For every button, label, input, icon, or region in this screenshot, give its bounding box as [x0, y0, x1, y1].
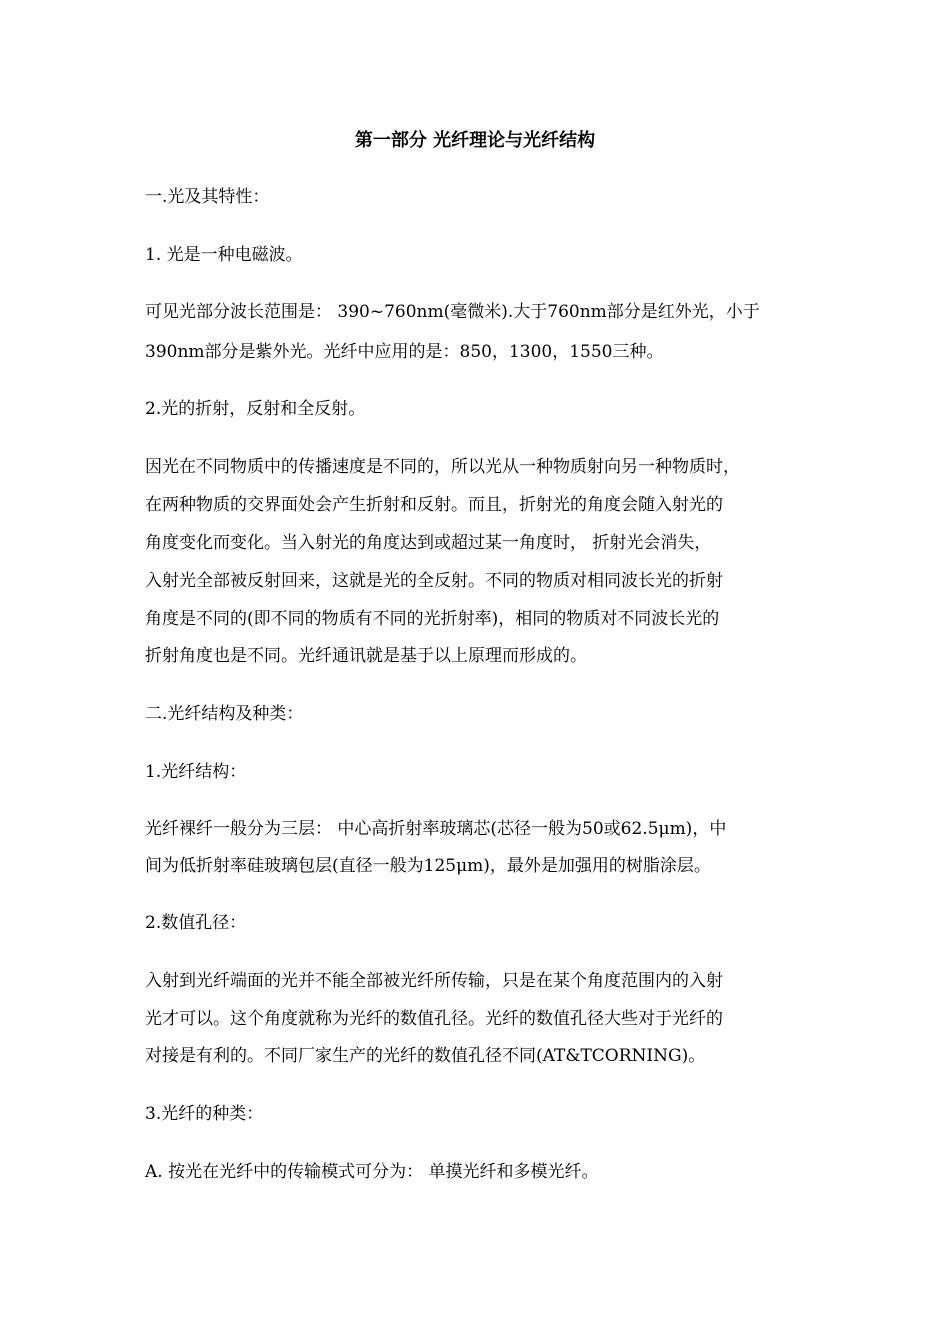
paragraph-refraction-line-4: 入射光全部被反射回来，这就是光的全反射。不同的物质对相同波长光的折射 [145, 571, 723, 591]
paragraph-refraction-line-3: 角度变化而变化。当入射光的角度达到或超过某一角度时， 折射光会消失， [145, 533, 712, 553]
paragraph-refraction-line-2: 在两种物质的交界面处会产生折射和反射。而且，折射光的角度会随入射光的 [145, 495, 723, 515]
paragraph-refraction-line-1: 因光在不同物质中的传播速度是不同的，所以光从一种物质射向另一种物质时， [145, 457, 740, 477]
paragraph-aperture-line-1: 入射到光纤端面的光并不能全部被光纤所传输，只是在某个角度范围内的入射 [145, 971, 723, 991]
paragraph-visible-light-line-2: 390nm部分是紫外光。光纤中应用的是：850，1300，1550三种。 [145, 342, 664, 362]
paragraph-refraction-line-5: 角度是不同的(即不同的物质有不同的光折射率)，相同的物质对不同波长光的 [145, 609, 720, 629]
section-heading-light: 一.光及其特性： [145, 187, 270, 207]
paragraph-aperture-line-3: 对接是有利的。不同厂家生产的光纤的数值孔径不同(AT&TCORNING)。 [145, 1046, 706, 1066]
document-title: 第一部分 光纤理论与光纤结构 [354, 130, 596, 151]
paragraph-refraction-line-6: 折射角度也是不同。光纤通讯就是基于以上原理而形成的。 [145, 646, 587, 666]
paragraph-fiber-layers-line-1: 光纤裸纤一般分为三层： 中心高折射率玻璃芯(芯径一般为50或62.5μm)，中 [145, 819, 727, 839]
paragraph-transmission-mode: A. 按光在光纤中的传输模式可分为： 单摸光纤和多模光纤。 [145, 1162, 599, 1182]
subheading-refraction: 2.光的折射，反射和全反射。 [145, 399, 366, 419]
subheading-electromagnetic-wave: 1. 光是一种电磁波。 [145, 245, 303, 265]
paragraph-aperture-line-2: 光才可以。这个角度就称为光纤的数值孔径。光纤的数值孔径大些对于光纤的 [145, 1009, 723, 1029]
section-heading-fiber-structure: 二.光纤结构及种类： [145, 704, 304, 724]
subheading-fiber-types: 3.光纤的种类： [145, 1104, 264, 1124]
paragraph-visible-light-line-1: 可见光部分波长范围是： 390~760nm(毫微米).大于760nm部分是红外光，小于 [145, 302, 760, 322]
subheading-numerical-aperture: 2.数值孔径： [145, 913, 247, 933]
subheading-fiber-structure: 1.光纤结构： [145, 762, 247, 782]
paragraph-fiber-layers-line-2: 间为低折射率硅玻璃包层(直径一般为125μm)，最外是加强用的树脂涂层。 [145, 856, 711, 876]
